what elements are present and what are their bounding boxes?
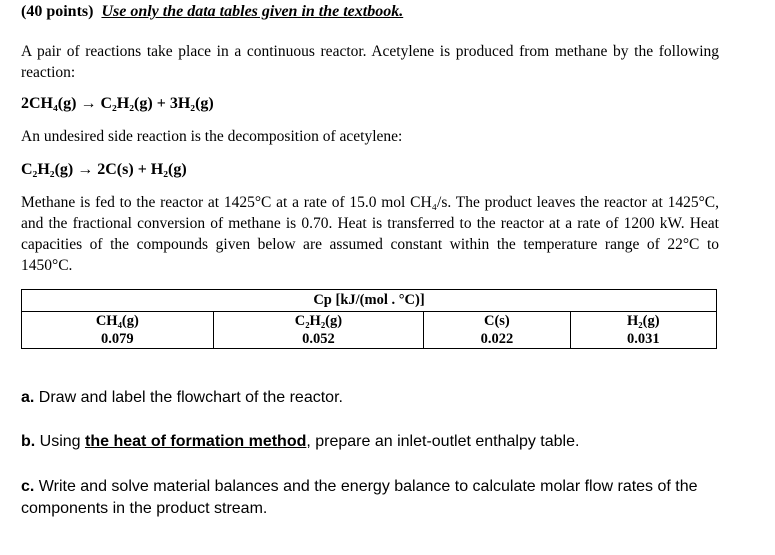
table-value: 0.031 [570, 330, 716, 349]
heat-capacity-table [21, 289, 717, 349]
table-title: Cp [kJ/(mol . °C)] [22, 290, 717, 312]
question-a [21, 387, 721, 409]
question-b-emphasis: the heat of formation method [85, 433, 307, 450]
column-header: C(s) [424, 312, 570, 331]
table-value: 0.022 [424, 330, 570, 349]
question-b-label: b. [21, 433, 36, 450]
side-reaction-intro: An undesired side reaction is the decomposition of acetylene: [21, 128, 403, 145]
question-c-label: c. [21, 478, 35, 495]
question-a-text: Draw and label the flowchart of the reactor. [38, 389, 343, 406]
problem-header [21, 3, 403, 21]
table-value: 0.079 [22, 330, 214, 349]
column-header: C₂H₂(g) [213, 312, 424, 331]
reaction-1: 2CH₄(g) → C₂H₂(g) + 3H₂(g) [21, 95, 214, 112]
intro-paragraph: A pair of reactions take place in a continuous reactor. Acetylene is produced from methane by the following reaction: [21, 43, 719, 81]
question-c [21, 476, 721, 520]
table-value: 0.052 [213, 330, 424, 349]
column-header: H₂(g) [570, 312, 716, 331]
question-b-post: , prepare an inlet-outlet enthalpy table. [306, 433, 580, 450]
description-paragraph: Methane is fed to the reactor at 1425°C at a rate of 15.0 mol CH₄/s. The product leaves the reactor at 1425°C, and the fractional conversion of methane is 0.70. Heat is transferred to the reactor at a rate of 1200 kW. Heat capacities of the compounds given below are assumed constant within the temperature range of 22°C to 1450°C. [21, 194, 719, 274]
points-label: (40 points) [21, 3, 94, 20]
question-c-text: Write and solve material balances and the energy balance to calculate molar flow rates of the components in the product stream. [21, 478, 698, 517]
reaction-2: C₂H₂(g) → 2C(s) + H₂(g) [21, 161, 187, 178]
instruction-text: Use only the data tables given in the textbook. [101, 3, 404, 20]
question-a-label: a. [21, 389, 35, 406]
column-header: CH₄(g) [22, 312, 214, 331]
question-b-pre: Using [39, 433, 81, 450]
question-b [21, 431, 721, 453]
